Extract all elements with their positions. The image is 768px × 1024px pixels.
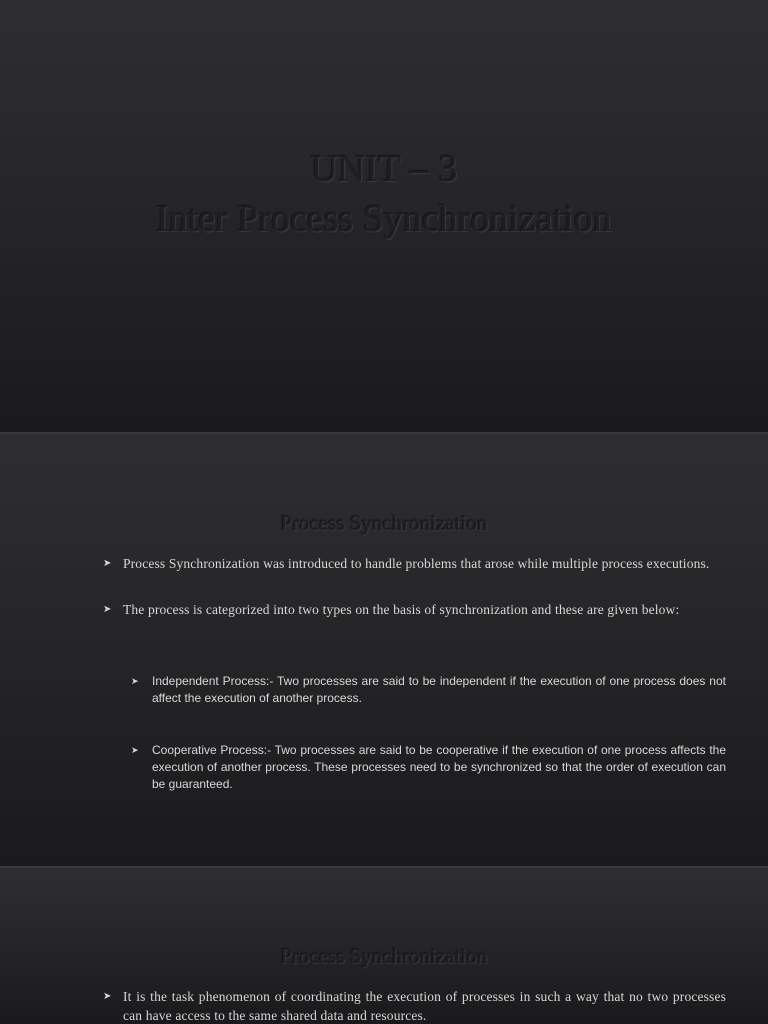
bullet-text: The process is categorized into two types on the basis of synchronization and these are given below:	[123, 602, 680, 617]
unit-title: UNIT – 3	[310, 148, 458, 190]
content-slide-1	[0, 434, 768, 866]
bullet-item	[103, 554, 726, 573]
content-slide-2	[0, 868, 768, 1024]
slide-heading: Process Synchronization	[280, 944, 488, 968]
sub-bullet-item	[131, 673, 726, 707]
arrow-bullet-icon: ➤	[131, 745, 139, 755]
arrow-bullet-icon: ➤	[103, 558, 112, 569]
title-slide	[0, 0, 768, 432]
bullet-text: It is the task phenomenon of coordinating the execution of processes in such a way that no two processes can have access to the same shared data and resources.	[123, 989, 726, 1023]
bullet-text: Process Synchronization was introduced to handle problems that arose while multiple process executions.	[123, 556, 710, 571]
bullet-item	[103, 600, 726, 619]
sub-bullet-text: Cooperative Process:- Two processes are said to be cooperative if the execution of one process affects the execution of another process. These processes need to be synchronized so that the order of execution can be guaranteed.	[152, 743, 726, 791]
arrow-bullet-icon: ➤	[103, 991, 112, 1002]
topic-title: Inter Process Synchronization	[156, 198, 612, 240]
sub-bullet-text: Independent Process:- Two processes are said to be independent if the execution of one process does not affect the execution of another process.	[152, 674, 726, 705]
bullet-item	[103, 987, 726, 1024]
arrow-bullet-icon: ➤	[131, 676, 139, 686]
arrow-bullet-icon: ➤	[103, 604, 112, 615]
sub-bullet-item	[131, 742, 726, 793]
slide-heading: Process Synchronization	[280, 511, 488, 535]
